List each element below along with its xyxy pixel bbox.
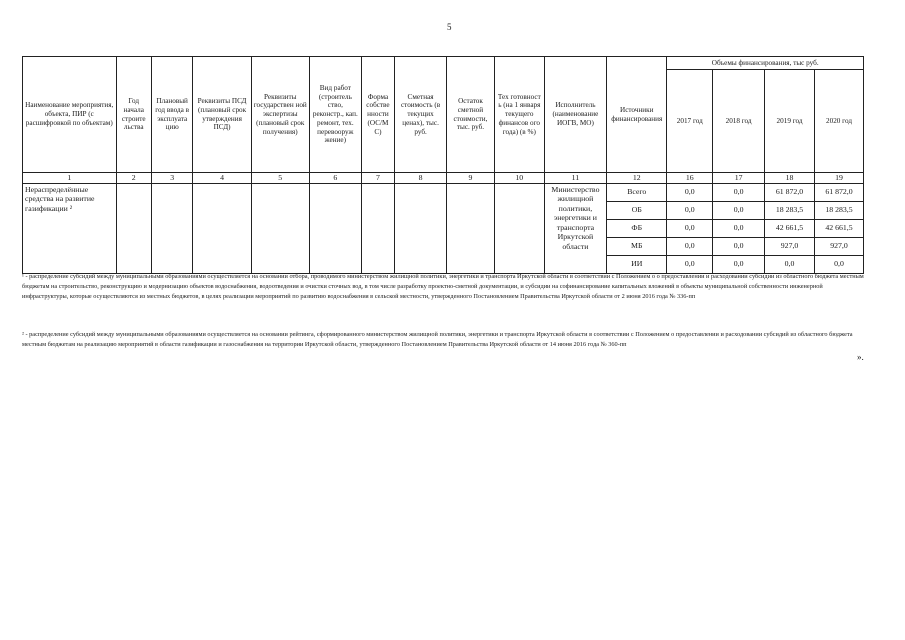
source-label: ИИ — [607, 255, 667, 273]
header-estimated-cost: Сметная стоимость (в текущих ценах), тыс. руб. — [395, 57, 447, 173]
source-label: Всего — [607, 183, 667, 201]
source-label: МБ — [607, 237, 667, 255]
column-number: 2 — [116, 173, 151, 184]
empty-cell — [494, 183, 544, 273]
value-2019: 927,0 — [765, 237, 815, 255]
header-work-type: Вид работ (строитель ство, реконстр., кап. ремонт, тех. перевооруж жение) — [309, 57, 361, 173]
header-sources: Источники финансирования — [607, 57, 667, 173]
header-name: Наименование мероприятия, объекта, ПИР (с расшифровкой по объектам) — [23, 57, 117, 173]
column-number: 19 — [814, 173, 863, 184]
row-name: Нераспределённые средства на развитие газификации ² — [23, 183, 117, 273]
column-number: 10 — [494, 173, 544, 184]
column-number: 1 — [23, 173, 117, 184]
footnote-2: ² - распределение субсидий между муниципальными образованиями осуществляется на основании рейтинга, сформированного министерством жилищной политики, энергетики и транспорта Иркутской области в соответствии с Положением о предоставлении и расходовании субсидий из областного бюджета местным бюджетам на реализацию мероприятий в области газификации и газоснабжения на территории Иркутской области, утвержденного Постановлением Правительства Иркутской области от 14 июня 2016 года № 360-пп — [22, 331, 853, 348]
header-commission-year: Плановый год ввода в эксплуата цию — [151, 57, 193, 173]
closing-quote: ». — [857, 352, 864, 362]
column-number: 6 — [309, 173, 361, 184]
empty-cell — [151, 183, 193, 273]
value-2017: 0,0 — [667, 237, 713, 255]
header-funding-group: Объемы финансирования, тыс руб. — [667, 57, 864, 70]
header-readiness: Тех готовност ь (на 1 января текущего финансов ого года) (в %) — [494, 57, 544, 173]
value-2020: 61 872,0 — [814, 183, 863, 201]
source-label: ФБ — [607, 219, 667, 237]
column-number: 3 — [151, 173, 193, 184]
column-number: 8 — [395, 173, 447, 184]
value-2017: 0,0 — [667, 201, 713, 219]
value-2017: 0,0 — [667, 255, 713, 273]
column-number: 18 — [765, 173, 815, 184]
column-number: 5 — [251, 173, 309, 184]
empty-cell — [361, 183, 394, 273]
value-2019: 42 661,5 — [765, 219, 815, 237]
table-row — [23, 183, 864, 201]
header-psd: Реквизиты ПСД (плановый срок утверждения ПСД) — [193, 57, 251, 173]
value-2019: 61 872,0 — [765, 183, 815, 201]
funding-table — [22, 56, 864, 274]
value-2019: 0,0 — [765, 255, 815, 273]
header-start-year: Год начала строите льства — [116, 57, 151, 173]
value-2020: 927,0 — [814, 237, 863, 255]
value-2020: 18 283,5 — [814, 201, 863, 219]
column-number: 4 — [193, 173, 251, 184]
header-year-2019: 2019 год — [765, 70, 815, 173]
column-number: 11 — [544, 173, 606, 184]
column-number: 9 — [447, 173, 495, 184]
footnote-1: ¹ - распределение субсидий между муниципальными образованиями осуществляется на основании отбора, проводимого министерством жилищной политики, энергетики и транспорта Иркутской области в соответствии с Положением о о предоставлении и расходовании субсидии из областного бюджета местным бюджетам на строительство, реконструкцию и модернизацию объектов водоснабжения, водоотведения и очистки сточных вод, в том числе разработку проектно-сметной документации, и субсидии на софинансирование капитальных вложений в объекты муниципальной собственности инженерной инфраструктуры, которые осуществляются из местных бюджетов, в целях реализации мероприятий по развитию водоснабжения в сельской местности, утвержденного Постановлением Правительства Иркутской области от 2 июня 2016 года № 336-пп — [22, 273, 864, 300]
value-2019: 18 283,5 — [765, 201, 815, 219]
header-remaining-cost: Остаток сметной стоимости, тыс. руб. — [447, 57, 495, 173]
value-2018: 0,0 — [713, 255, 765, 273]
column-number: 12 — [607, 173, 667, 184]
empty-cell — [251, 183, 309, 273]
empty-cell — [447, 183, 495, 273]
source-label: ОБ — [607, 201, 667, 219]
empty-cell — [193, 183, 251, 273]
empty-cell — [309, 183, 361, 273]
value-2018: 0,0 — [713, 183, 765, 201]
value-2018: 0,0 — [713, 219, 765, 237]
header-executor: Исполнитель (наименование ИОГВ, МО) — [544, 57, 606, 173]
page-number: 5 — [447, 22, 452, 32]
header-year-2020: 2020 год — [814, 70, 863, 173]
column-number: 16 — [667, 173, 713, 184]
empty-cell — [116, 183, 151, 273]
value-2017: 0,0 — [667, 219, 713, 237]
value-2017: 0,0 — [667, 183, 713, 201]
header-year-2017: 2017 год — [667, 70, 713, 173]
value-2020: 42 661,5 — [814, 219, 863, 237]
value-2020: 0,0 — [814, 255, 863, 273]
value-2018: 0,0 — [713, 201, 765, 219]
empty-cell — [395, 183, 447, 273]
header-expertise: Реквизиты государствен ной экспертизы (плановый срок получения) — [251, 57, 309, 173]
column-number: 17 — [713, 173, 765, 184]
column-number: 7 — [361, 173, 394, 184]
value-2018: 0,0 — [713, 237, 765, 255]
row-executor: Министерство жилищной политики, энергетики и транспорта Иркутской области — [544, 183, 606, 273]
header-year-2018: 2018 год — [713, 70, 765, 173]
header-ownership: Форма собстве нности (ОС/М С) — [361, 57, 394, 173]
